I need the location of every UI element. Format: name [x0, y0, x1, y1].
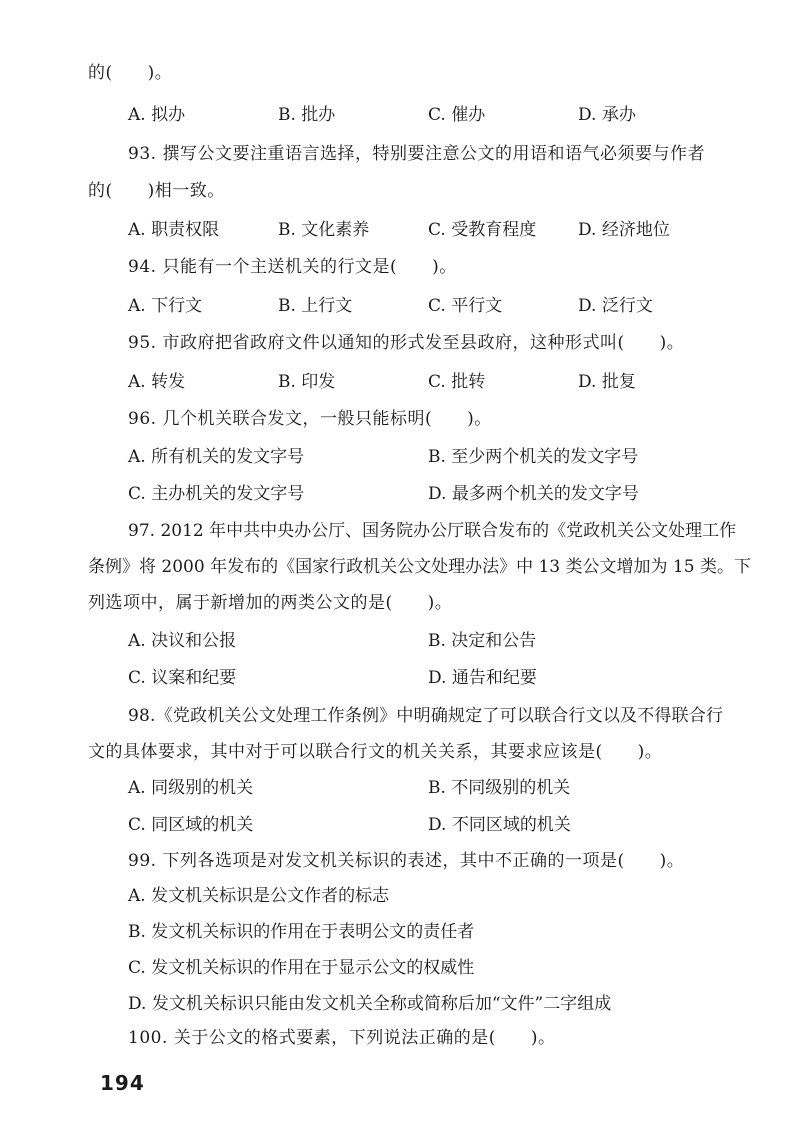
q93-option-d: D. 经济地位	[578, 220, 670, 240]
q93-option-a: A. 职责权限	[128, 220, 220, 240]
q94-stem: 94. 只能有一个主送机关的行文是( )。	[128, 257, 457, 277]
q93-stem-line1: 93. 撰写公文要注重语言选择，特别要注意公文的用语和语气必须要与作者	[128, 144, 705, 164]
q98-option-a: A. 同级别的机关	[128, 778, 254, 798]
q92-option-c: C. 催办	[428, 105, 486, 125]
q97-stem-line3: 列选项中，属于新增加的两类公文的是( )。	[88, 593, 453, 613]
q99-option-c: C. 发文机关标识的作用在于显示公文的权威性	[128, 958, 475, 978]
q95-option-b: B. 印发	[278, 372, 336, 392]
q98-option-c: C. 同区域的机关	[128, 815, 254, 835]
q97-stem-line1: 97. 2012 年中共中央办公厅、国务院办公厅联合发布的《党政机关公文处理工作	[128, 521, 737, 541]
q96-option-d: D. 最多两个机关的发文字号	[428, 484, 639, 504]
q97-option-d: D. 通告和纪要	[428, 668, 537, 688]
q98-stem-line2: 文的具体要求，其中对于可以联合行文的机关关系，其要求应该是( )。	[88, 742, 663, 762]
q97-option-c: C. 议案和纪要	[128, 668, 237, 688]
q96-option-b: B. 至少两个机关的发文字号	[428, 447, 639, 467]
q94-option-c: C. 平行文	[428, 296, 503, 316]
q100-stem: 100. 关于公文的格式要素，下列说法正确的是( )。	[128, 1028, 556, 1048]
q92-stem-tail: 的( )。	[88, 63, 173, 83]
q94-option-a: A. 下行文	[128, 296, 203, 316]
q98-option-b: B. 不同级别的机关	[428, 778, 571, 798]
q97-option-a: A. 决议和公报	[128, 631, 237, 651]
q95-option-c: C. 批转	[428, 372, 486, 392]
q95-option-d: D. 批复	[578, 372, 636, 392]
q98-option-d: D. 不同区域的机关	[428, 815, 571, 835]
q99-option-d: D. 发文机关标识只能由发文机关全称或简称后加“文件”二字组成	[128, 994, 612, 1014]
q92-option-b: B. 批办	[278, 105, 336, 125]
q93-stem-line2: 的( )相一致。	[88, 181, 225, 201]
q93-option-b: B. 文化素养	[278, 220, 370, 240]
q95-option-a: A. 转发	[128, 372, 186, 392]
q95-stem: 95. 市政府把省政府文件以通知的形式发至县政府，这种形式叫( )。	[128, 333, 685, 353]
q92-option-a: A. 拟办	[128, 105, 186, 125]
q96-stem: 96. 几个机关联合发文，一般只能标明( )。	[128, 409, 492, 429]
q98-stem-line1: 98.《党政机关公文处理工作条例》中明确规定了可以联合行文以及不得联合行	[128, 706, 724, 726]
q94-option-b: B. 上行文	[278, 296, 353, 316]
q97-option-b: B. 决定和公告	[428, 631, 537, 651]
q92-option-d: D. 承办	[578, 105, 636, 125]
q99-option-b: B. 发文机关标识的作用在于表明公文的责任者	[128, 922, 475, 942]
q97-stem-line2: 条例》将 2000 年发布的《国家行政机关公文处理办法》中 13 类公文增加为 15 类。下	[88, 557, 751, 577]
page-number: 194	[100, 1071, 145, 1095]
q96-option-a: A. 所有机关的发文字号	[128, 447, 305, 467]
q94-option-d: D. 泛行文	[578, 296, 653, 316]
q93-option-c: C. 受教育程度	[428, 220, 537, 240]
q99-stem: 99. 下列各选项是对发文机关标识的表述，其中不正确的一项是( )。	[128, 851, 685, 871]
q96-option-c: C. 主办机关的发文字号	[128, 484, 305, 504]
q99-option-a: A. 发文机关标识是公文作者的标志	[128, 886, 390, 906]
